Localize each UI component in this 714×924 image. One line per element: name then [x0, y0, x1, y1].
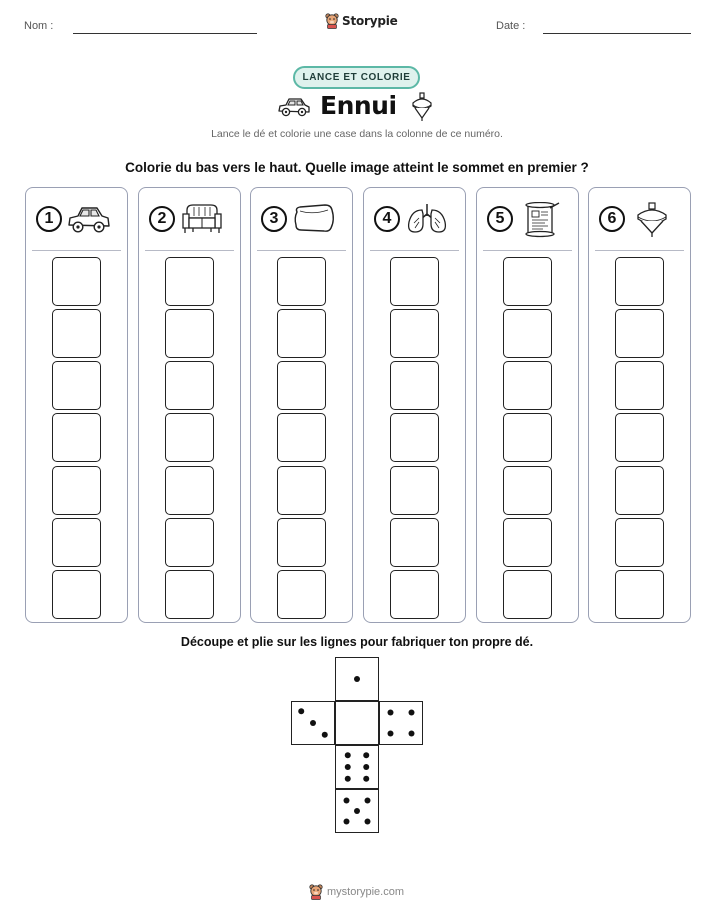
date-line[interactable] [543, 33, 691, 34]
spinning-top-icon [629, 202, 675, 243]
color-box[interactable] [390, 518, 439, 567]
color-box[interactable] [390, 413, 439, 462]
color-box[interactable] [390, 257, 439, 306]
color-box[interactable] [615, 309, 664, 358]
subtitle: Lance le dé et colorie une case dans la colonne de ce numéro. [211, 128, 503, 140]
brand-name: Storypie [342, 14, 398, 28]
column-header [477, 202, 578, 238]
die-face [335, 701, 379, 745]
color-box[interactable] [277, 257, 326, 306]
column-number: 6 [599, 206, 625, 232]
color-box[interactable] [277, 570, 326, 619]
column-divider [257, 250, 346, 251]
color-box[interactable] [390, 361, 439, 410]
column-number: 5 [487, 206, 513, 232]
sofa-icon [179, 202, 225, 241]
color-box[interactable] [277, 309, 326, 358]
activity-badge: LANCE ET COLORIE [293, 66, 420, 89]
color-box[interactable] [52, 361, 101, 410]
column-header [139, 202, 240, 238]
color-box[interactable] [277, 518, 326, 567]
color-box[interactable] [165, 570, 214, 619]
color-box[interactable] [165, 361, 214, 410]
name-line[interactable] [73, 33, 257, 34]
die-face [379, 701, 423, 745]
color-box[interactable] [390, 466, 439, 515]
column-number: 2 [149, 206, 175, 232]
color-box[interactable] [615, 361, 664, 410]
storypie-bear-icon [325, 13, 339, 29]
color-box[interactable] [615, 570, 664, 619]
storypie-bear-icon [309, 884, 323, 900]
color-box[interactable] [503, 309, 552, 358]
instruction: Colorie du bas vers le haut. Quelle image atteint le sommet en premier ? [125, 160, 589, 175]
color-box[interactable] [503, 466, 552, 515]
footer-url: mystorypie.com [327, 886, 405, 898]
column-divider [595, 250, 684, 251]
color-box[interactable] [52, 570, 101, 619]
color-box[interactable] [165, 257, 214, 306]
die-face [335, 789, 379, 833]
color-box[interactable] [503, 413, 552, 462]
column-number: 1 [36, 206, 62, 232]
column-divider [483, 250, 572, 251]
die-column-4 [363, 187, 466, 623]
color-box[interactable] [503, 361, 552, 410]
die-column-3 [250, 187, 353, 623]
color-box[interactable] [52, 413, 101, 462]
page-title: Ennui [320, 91, 397, 120]
color-box[interactable] [165, 309, 214, 358]
name-label: Nom : [24, 20, 54, 32]
brand-logo [325, 13, 398, 29]
die-face [291, 701, 335, 745]
column-header [251, 202, 352, 238]
pillow-icon [291, 202, 337, 241]
die-face [335, 657, 379, 701]
color-box[interactable] [52, 518, 101, 567]
color-box[interactable] [52, 309, 101, 358]
color-box[interactable] [165, 413, 214, 462]
spinning-top-icon [410, 92, 434, 122]
column-number: 4 [374, 206, 400, 232]
color-box[interactable] [277, 466, 326, 515]
column-divider [370, 250, 459, 251]
color-box[interactable] [615, 518, 664, 567]
column-header [589, 202, 690, 238]
color-box[interactable] [277, 361, 326, 410]
color-box[interactable] [503, 570, 552, 619]
die-column-6 [588, 187, 691, 623]
color-box[interactable] [503, 257, 552, 306]
cut-instruction: Découpe et plie sur les lignes pour fabriquer ton propre dé. [180, 635, 534, 649]
scroll-icon [517, 202, 563, 243]
color-box[interactable] [165, 518, 214, 567]
lungs-icon [404, 202, 450, 241]
color-box[interactable] [390, 570, 439, 619]
die-column-5 [476, 187, 579, 623]
color-box[interactable] [615, 257, 664, 306]
color-box[interactable] [165, 466, 214, 515]
column-number: 3 [261, 206, 287, 232]
color-box[interactable] [615, 413, 664, 462]
color-box[interactable] [52, 257, 101, 306]
color-box[interactable] [390, 309, 439, 358]
die-column-1 [25, 187, 128, 623]
column-header [364, 202, 465, 238]
die-face [335, 745, 379, 789]
footer [309, 884, 404, 900]
date-label: Date : [496, 20, 526, 32]
column-divider [145, 250, 234, 251]
color-box[interactable] [52, 466, 101, 515]
color-box[interactable] [503, 518, 552, 567]
car-icon [276, 95, 312, 119]
color-box[interactable] [615, 466, 664, 515]
column-header [26, 202, 127, 238]
color-box[interactable] [277, 413, 326, 462]
die-column-2 [138, 187, 241, 623]
column-divider [32, 250, 121, 251]
car-icon [66, 202, 112, 241]
